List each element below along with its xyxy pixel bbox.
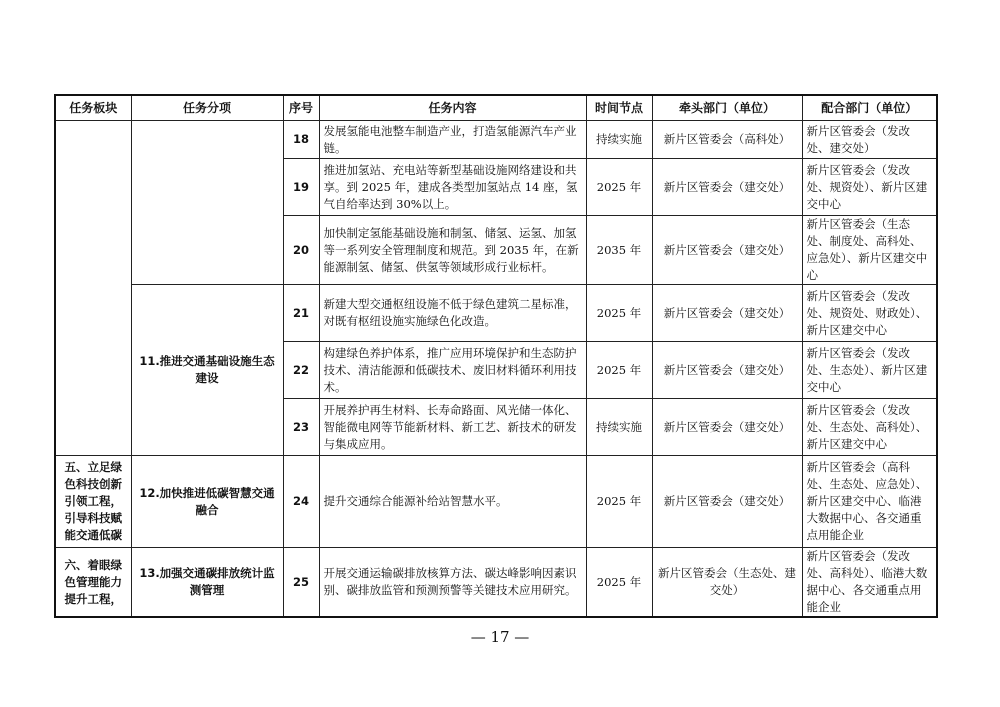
header-seq: 序号 [283,95,319,121]
row-lead: 新片区管委会（建交处） [652,159,802,216]
row-number: 23 [283,399,319,456]
subtask-cell-empty [131,121,283,285]
header-task-section: 任务板块 [55,95,131,121]
row-content: 推进加氢站、充电站等新型基础设施网络建设和共享。到 2025 年，建成各类型加氢站点 14 座，氢气自给率达到 30%以上。 [319,159,586,216]
table-row [55,121,937,159]
row-content: 提升交通综合能源补给站智慧水平。 [319,456,586,548]
row-lead: 新片区管委会（生态处、建交处） [652,548,802,618]
row-lead: 新片区管委会（建交处） [652,216,802,285]
header-time: 时间节点 [586,95,652,121]
row-coop: 新片区管委会（发改处、规资处）、新片区建交中心 [802,159,937,216]
header-task-item: 任务分项 [131,95,283,121]
row-time: 2025 年 [586,159,652,216]
row-content: 发展氢能电池整车制造产业，打造氢能源汽车产业链。 [319,121,586,159]
row-lead: 新片区管委会（建交处） [652,456,802,548]
row-coop: 新片区管委会（发改处、建交处） [802,121,937,159]
row-coop: 新片区管委会（生态处、制度处、高科处、应急处）、新片区建交中心 [802,216,937,285]
row-content: 加快制定氢能基础设施和制氢、储氢、运氢、加氢等一系列安全管理制度和规范。到 2035 年，在新能源制氢、储氢、供氢等领域形成行业标杆。 [319,216,586,285]
row-time: 持续实施 [586,399,652,456]
row-time: 2025 年 [586,548,652,618]
section-cell-empty [55,121,131,456]
row-time: 2035 年 [586,216,652,285]
row-number: 21 [283,285,319,342]
page-number: — 17 — [470,628,530,646]
row-number: 22 [283,342,319,399]
header-coop-dept: 配合部门（单位） [802,95,937,121]
row-number: 18 [283,121,319,159]
table-header-row [55,95,937,121]
row-time: 持续实施 [586,121,652,159]
subtask-12: 12.加快推进低碳智慧交通融合 [131,456,283,548]
row-coop: 新片区管委会（发改处、高科处）、临港大数据中心、各交通重点用能企业 [802,548,937,618]
row-number: 24 [283,456,319,548]
table-row [55,548,937,618]
row-lead: 新片区管委会（建交处） [652,285,802,342]
section-6: 六、着眼绿色管理能力提升工程， [55,548,131,618]
row-content: 开展养护再生材料、长寿命路面、风光储一体化、智能微电网等节能新材料、新工艺、新技术的研发与集成应用。 [319,399,586,456]
row-content: 开展交通运输碳排放核算方法、碳达峰影响因素识别、碳排放监管和预测预警等关键技术应用研究。 [319,548,586,618]
header-content: 任务内容 [319,95,586,121]
row-time: 2025 年 [586,285,652,342]
row-content: 新建大型交通枢纽设施不低于绿色建筑二星标准，对既有枢纽设施实施绿色化改造。 [319,285,586,342]
table-row [55,456,937,548]
task-table [54,94,938,618]
subtask-11: 11.推进交通基础设施生态建设 [131,285,283,456]
row-coop: 新片区管委会（发改处、规资处、财政处）、新片区建交中心 [802,285,937,342]
subtask-13: 13.加强交通碳排放统计监测管理 [131,548,283,618]
row-time: 2025 年 [586,456,652,548]
row-lead: 新片区管委会（建交处） [652,342,802,399]
row-coop: 新片区管委会（发改处、生态处）、新片区建交中心 [802,342,937,399]
table-row [55,285,937,342]
row-content: 构建绿色养护体系，推广应用环境保护和生态防护技术、清洁能源和低碳技术、废旧材料循环利用技术。 [319,342,586,399]
row-lead: 新片区管委会（高科处） [652,121,802,159]
row-coop: 新片区管委会（发改处、生态处、高科处）、新片区建交中心 [802,399,937,456]
header-lead-dept: 牵头部门（单位） [652,95,802,121]
row-coop: 新片区管委会（高科处、生态处、应急处）、新片区建交中心、临港大数据中心、各交通重点用能企业 [802,456,937,548]
row-lead: 新片区管委会（建交处） [652,399,802,456]
row-number: 25 [283,548,319,618]
row-number: 20 [283,216,319,285]
section-5: 五、立足绿色科技创新引领工程，引导科技赋能交通低碳 [55,456,131,548]
row-number: 19 [283,159,319,216]
row-time: 2025 年 [586,342,652,399]
